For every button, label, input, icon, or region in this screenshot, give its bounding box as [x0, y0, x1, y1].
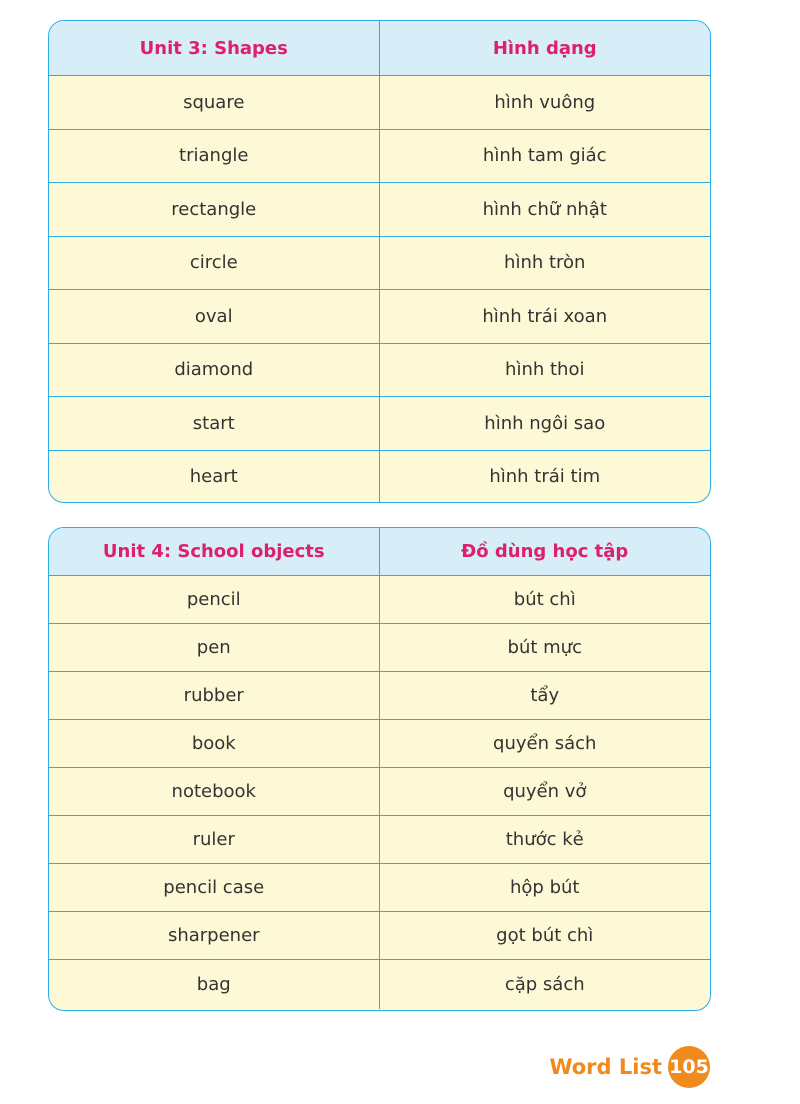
- word-english: square: [49, 76, 380, 129]
- word-vietnamese: gọt bút chì: [496, 925, 594, 946]
- table-row: [49, 864, 710, 912]
- word-vietnamese: hình vuông: [494, 91, 596, 113]
- header-vietnamese: Đồ dùng học tập: [461, 541, 629, 562]
- word-english: diamond: [49, 344, 380, 397]
- word-english: pencil case: [49, 864, 380, 911]
- word-english: pen: [49, 624, 380, 671]
- word-english: notebook: [49, 768, 380, 815]
- word-vietnamese: cặp sách: [504, 974, 585, 995]
- word-vietnamese: quyển sách: [493, 733, 597, 754]
- word-english: pencil: [49, 576, 380, 623]
- table-row: [49, 624, 710, 672]
- table-row: [49, 397, 710, 451]
- page-number-badge: 105: [668, 1046, 710, 1088]
- word-english: start: [49, 397, 380, 450]
- table-row: [49, 451, 710, 503]
- word-vietnamese: bút chì: [513, 589, 576, 610]
- word-vietnamese: hình tam giác: [482, 145, 607, 167]
- word-vietnamese: hình tròn: [504, 252, 586, 274]
- word-english: ruler: [49, 816, 380, 863]
- table-row: [49, 130, 710, 184]
- word-english: rubber: [49, 672, 380, 719]
- table-row: [49, 672, 710, 720]
- page-footer: [549, 1047, 710, 1087]
- word-vietnamese: hình chữ nhật: [482, 198, 607, 220]
- table-row: [49, 183, 710, 237]
- word-vietnamese: hình ngôi sao: [484, 412, 606, 434]
- footer-label: Word List: [549, 1055, 662, 1079]
- word-english: heart: [49, 451, 380, 503]
- word-english: circle: [49, 237, 380, 290]
- word-vietnamese: hộp bút: [510, 877, 580, 898]
- word-english: oval: [49, 290, 380, 343]
- header-vietnamese: Hình dạng: [492, 37, 597, 59]
- vocab-table-unit4: [48, 527, 711, 1011]
- word-english: rectangle: [49, 183, 380, 236]
- table-header-row: [49, 21, 710, 76]
- table-row: [49, 720, 710, 768]
- table-row: [49, 344, 710, 398]
- word-vietnamese: hình thoi: [505, 359, 585, 381]
- table-row: [49, 290, 710, 344]
- header-english: Unit 4: School objects: [49, 528, 380, 575]
- word-vietnamese: hình trái xoan: [482, 305, 608, 327]
- vocab-table-unit3: [48, 20, 711, 503]
- word-vietnamese: hình trái tim: [489, 466, 601, 487]
- word-english: triangle: [49, 130, 380, 183]
- header-english: Unit 3: Shapes: [49, 21, 380, 75]
- word-vietnamese: bút mực: [507, 637, 582, 658]
- word-vietnamese: tẩy: [530, 685, 560, 706]
- word-vietnamese: quyển vở: [503, 781, 587, 802]
- word-english: book: [49, 720, 380, 767]
- table-row: [49, 76, 710, 130]
- table-row: [49, 237, 710, 291]
- table-row: [49, 816, 710, 864]
- table-row: [49, 960, 710, 1009]
- word-english: bag: [49, 960, 380, 1009]
- table-row: [49, 576, 710, 624]
- table-row: [49, 768, 710, 816]
- table-row: [49, 912, 710, 960]
- table-header-row: [49, 528, 710, 576]
- word-vietnamese: thước kẻ: [505, 829, 584, 850]
- word-english: sharpener: [49, 912, 380, 959]
